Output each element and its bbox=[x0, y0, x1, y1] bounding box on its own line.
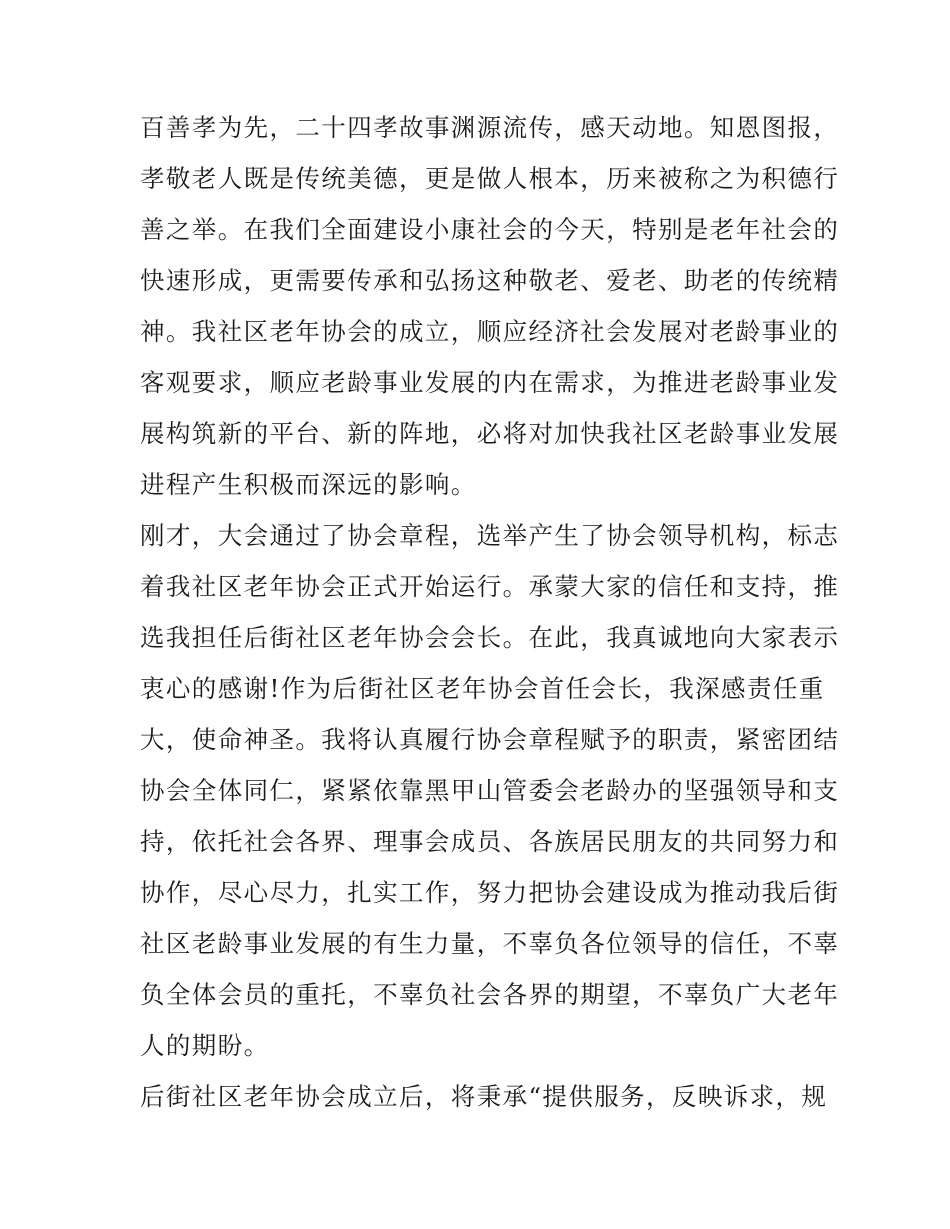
text-line: 神。我社区老年协会的成立，顺应经济社会发展对老龄事业的 bbox=[140, 317, 840, 346]
text-line: 善之举。在我们全面建设小康社会的今天，特别是老年社会的 bbox=[140, 215, 840, 244]
text-line: 孝敬老人既是传统美德，更是做人根本，历来被称之为积德行 bbox=[140, 164, 840, 193]
text-line: 选我担任后街社区老年协会会长。在此，我真诚地向大家表示 bbox=[140, 623, 840, 652]
text-line: 协会全体同仁，紧紧依靠黑甲山管委会老龄办的坚强领导和支 bbox=[140, 776, 840, 805]
text-line: 大，使命神圣。我将认真履行协会章程赋予的职责，紧密团结 bbox=[140, 725, 840, 754]
text-line: 着我社区老年协会正式开始运行。承蒙大家的信任和支持，推 bbox=[140, 572, 840, 601]
text-line: 衷心的感谢!作为后街社区老年协会首任会长，我深感责任重 bbox=[140, 674, 825, 703]
text-line: 进程产生积极而深远的影响。 bbox=[140, 470, 477, 499]
text-line: 刚才，大会通过了协会章程，选举产生了协会领导机构，标志 bbox=[140, 521, 840, 550]
text-line: 后街社区老年协会成立后，将秉承“提供服务，反映诉求，规 bbox=[140, 1082, 828, 1111]
text-line: 展构筑新的平台、新的阵地，必将对加快我社区老龄事业发展 bbox=[140, 419, 840, 448]
text-line: 持，依托社会各界、理事会成员、各族居民朋友的共同努力和 bbox=[140, 827, 840, 856]
text-line: 社区老龄事业发展的有生力量，不辜负各位领导的信任，不辜 bbox=[140, 929, 840, 958]
text-line: 快速形成，更需要传承和弘扬这种敬老、爱老、助老的传统精 bbox=[140, 266, 840, 295]
text-line: 协作，尽心尽力，扎实工作，努力把协会建设成为推动我后街 bbox=[140, 878, 840, 907]
text-line: 人的期盼。 bbox=[140, 1031, 270, 1060]
text-line: 百善孝为先，二十四孝故事渊源流传，感天动地。知恩图报， bbox=[140, 113, 840, 142]
text-line: 客观要求，顺应老龄事业发展的内在需求，为推进老龄事业发 bbox=[140, 368, 840, 397]
document-body-text bbox=[140, 102, 840, 1122]
text-line: 负全体会员的重托，不辜负社会各界的期望，不辜负广大老年 bbox=[140, 980, 840, 1009]
